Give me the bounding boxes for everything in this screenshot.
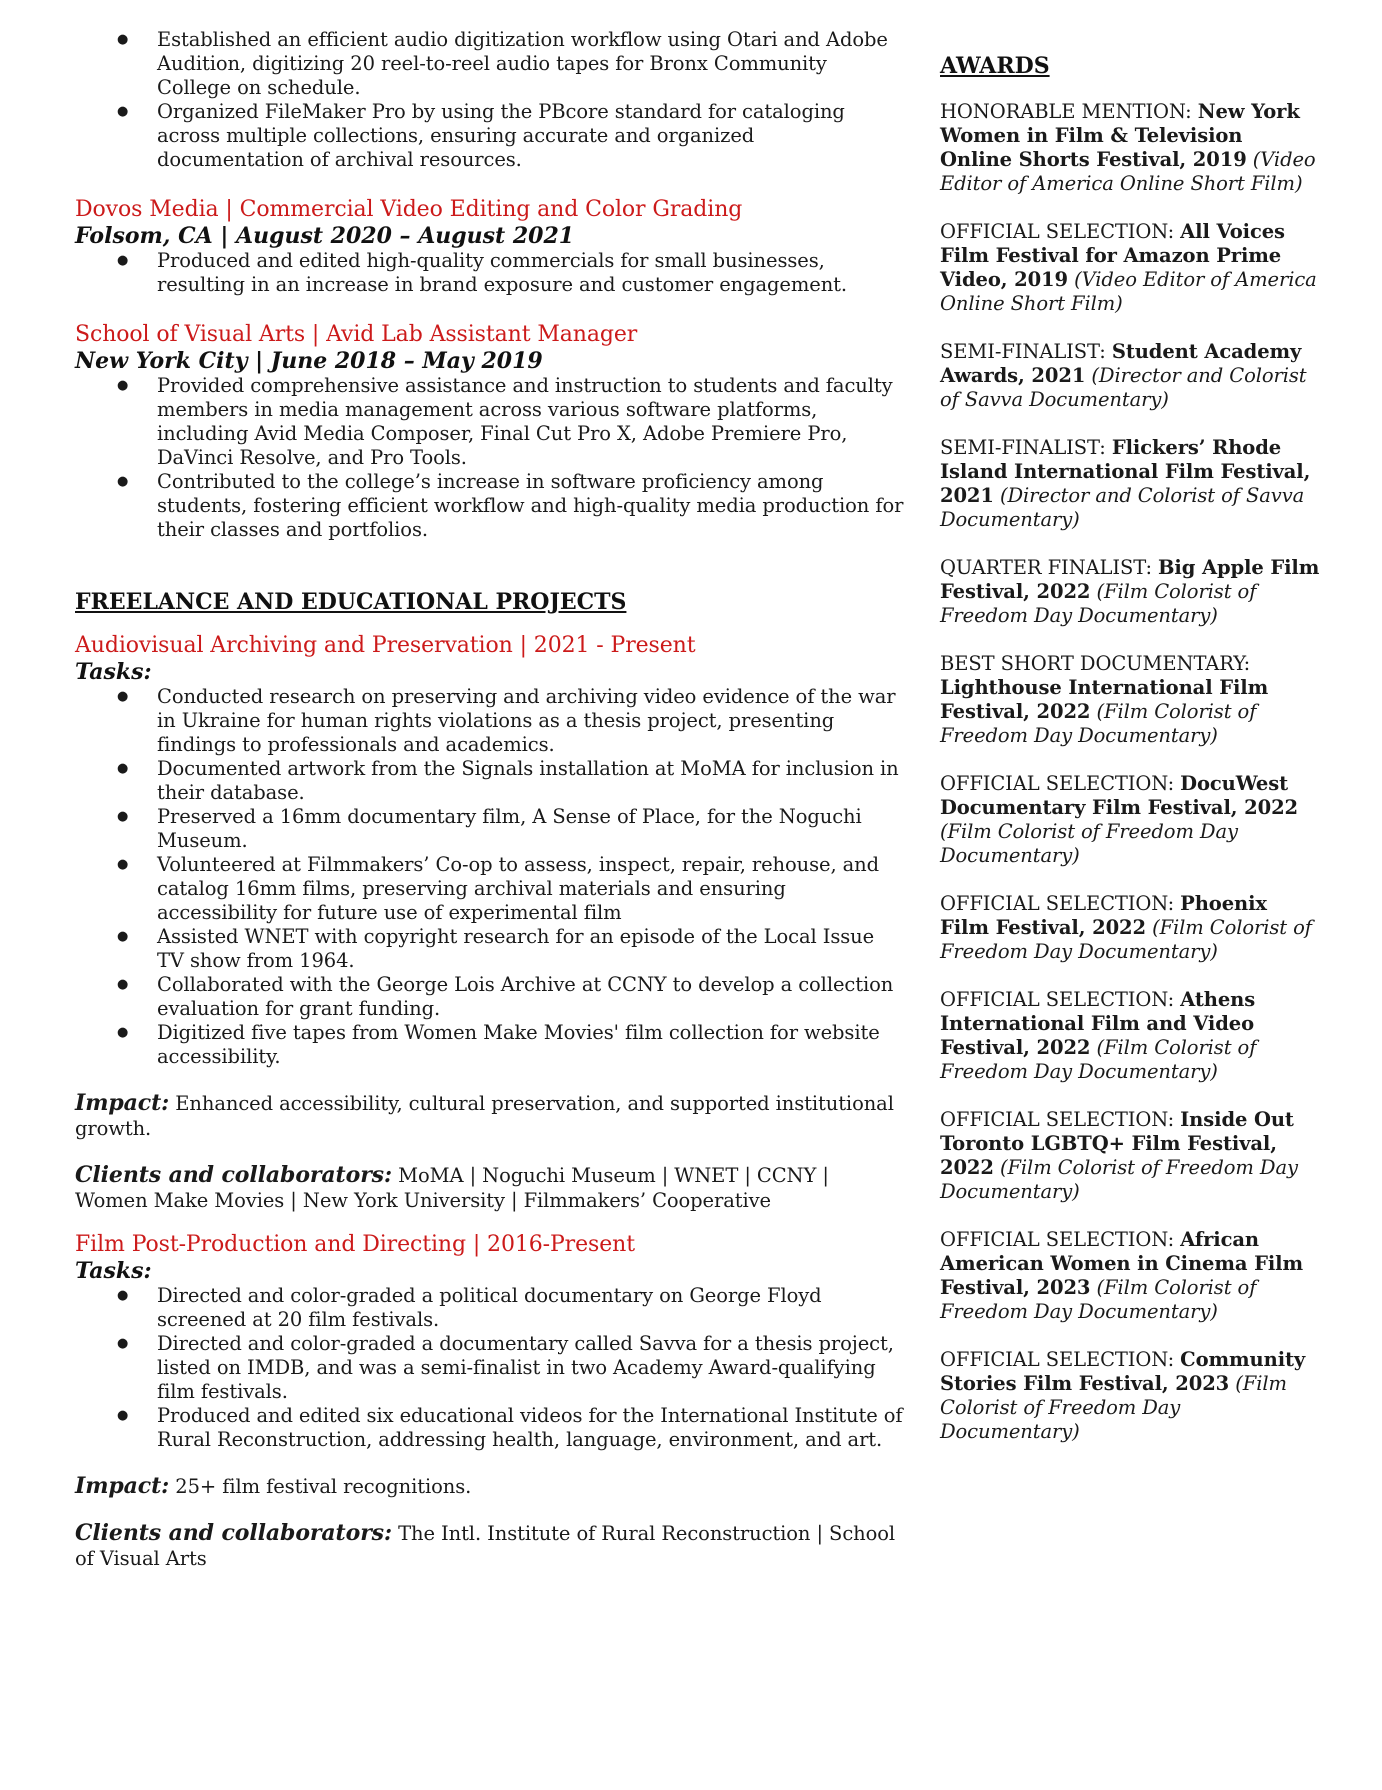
award-item (940, 340, 1320, 412)
award-item (940, 652, 1320, 748)
list-item: ● Assisted WNET with copyright research for an episode of the Local Issue TV show from 1964. (75, 925, 905, 973)
job-title: Dovos Media | Commercial Video Editing and Color Grading (75, 197, 743, 222)
award-item (940, 988, 1320, 1084)
award-category: OFFICIAL SELECTION: (940, 772, 1175, 795)
award-festival: DocuWest Documentary Film Festival, 2022 (940, 772, 1299, 819)
list-item: ● Organized FileMaker Pro by using the PBcore standard for cataloging across multiple collections, ensuring accurate and organized documentation of archival resources. (75, 100, 905, 172)
list-item: ● Directed and color-graded a documentary called Savva for a thesis project, listed on IMDB, and was a semi-finalist in two Academy Award-qualifying film festivals. (75, 1332, 905, 1404)
award-role: (Film Colorist of Freedom Day Documentary) (940, 916, 1312, 963)
award-category: BEST SHORT DOCUMENTARY: (940, 652, 1251, 675)
list-item: ● Directed and color-graded a political documentary on George Floyd screened at 20 film festivals. (75, 1284, 905, 1332)
award-festival: Community Stories Film Festival, 2023 (940, 1348, 1306, 1395)
award-festival: Phoenix Film Festival, 2022 (940, 892, 1267, 939)
award-category: OFFICIAL SELECTION: (940, 1348, 1175, 1371)
award-festival: African American Women in Cinema Film Festival, 2023 (940, 1228, 1303, 1299)
job-bullet-list (75, 249, 905, 297)
job-location-dates: Folsom, CA | August 2020 – August 2021 (75, 223, 575, 249)
award-festival: Student Academy Awards, 2021 (940, 340, 1302, 387)
award-festival: Big Apple Film Festival, 2022 (940, 556, 1320, 603)
award-role: (Director and Colorist of Savva Documentary) (940, 364, 1307, 411)
impact-label: Impact: (75, 1473, 170, 1499)
award-item (940, 772, 1320, 868)
project-bullet-list (75, 1284, 905, 1452)
award-role: (Video Editor of America Online Short Film) (940, 268, 1317, 315)
award-role: (Video Editor of America Online Short Film) (940, 148, 1316, 195)
award-role: (Film Colorist of Freedom Day Documentary) (940, 1372, 1287, 1443)
list-item: ● Digitized five tapes from Women Make Movies' film collection for website accessibility. (75, 1021, 905, 1069)
award-category: OFFICIAL SELECTION: (940, 892, 1175, 915)
clients-paragraph (75, 1163, 905, 1213)
award-festival: New York Women in Film & Television Online Shorts Festival, 2019 (940, 100, 1300, 171)
project-audiovisual-archiving (75, 632, 905, 1213)
award-category: QUARTER FINALIST: (940, 556, 1152, 579)
impact-label: Impact: (75, 1090, 170, 1116)
project-title: Film Post-Production and Directing | 2016-Present (75, 1232, 635, 1257)
project-title: Audiovisual Archiving and Preservation | 2021 - Present (75, 633, 696, 658)
list-item: ● Provided comprehensive assistance and instruction to students and faculty members in media management across various software platforms, including Avid Media Composer, Final Cut Pro X, Adobe Premiere Pro, DaVinci Resolve, and Pro Tools. (75, 374, 905, 470)
list-item: ● Produced and edited high-quality commercials for small businesses, resulting in an increase in brand exposure and customer engagement. (75, 249, 905, 297)
intro-bullet-list (75, 28, 905, 172)
tasks-label: Tasks: (75, 659, 152, 685)
award-category: SEMI-FINALIST: (940, 340, 1106, 363)
job-bullet-list (75, 374, 905, 542)
list-item: ● Collaborated with the George Lois Archive at CCNY to develop a collection evaluation for grant funding. (75, 973, 905, 1021)
project-bullet-list (75, 685, 905, 1069)
clients-paragraph (75, 1521, 905, 1571)
list-item: ● Contributed to the college’s increase in software proficiency among students, fostering efficient workflow and high-quality media production for their classes and portfolios. (75, 470, 905, 542)
impact-text: 25+ film festival recognitions. (175, 1475, 472, 1498)
left-column (75, 28, 905, 1571)
award-festival: Athens International Film and Video Festival, 2022 (940, 988, 1256, 1059)
list-item: ● Produced and edited six educational videos for the International Institute of Rural Reconstruction, addressing health, language, environment, and art. (75, 1404, 905, 1452)
award-item (940, 436, 1320, 532)
job-dovos-media (75, 196, 905, 297)
award-category: OFFICIAL SELECTION: (940, 988, 1175, 1011)
list-item: ● Documented artwork from the Signals installation at MoMA for inclusion in their database. (75, 757, 905, 805)
award-festival: Flickers’ Rhode Island International Film Festival, 2021 (940, 436, 1311, 507)
job-school-of-visual-arts (75, 321, 905, 542)
award-category: OFFICIAL SELECTION: (940, 1108, 1175, 1131)
award-category: HONORABLE MENTION: (940, 100, 1192, 123)
award-role: (Film Colorist of Freedom Day Documentary) (940, 1036, 1257, 1083)
clients-text: The Intl. Institute of Rural Reconstruction | School of Visual Arts (75, 1522, 896, 1570)
impact-text: Enhanced accessibility, cultural preservation, and supported institutional growth. (75, 1092, 894, 1140)
list-item: ● Established an efficient audio digitization workflow using Otari and Adobe Audition, digitizing 20 reel-to-reel audio tapes for Bronx Community College on schedule. (75, 28, 905, 100)
job-location-dates: New York City | June 2018 – May 2019 (75, 348, 543, 374)
award-item (940, 1348, 1320, 1444)
award-role: (Film Colorist of Freedom Day Documentary) (940, 1276, 1257, 1323)
clients-label: Clients and collaborators: (75, 1162, 392, 1188)
award-role: (Film Colorist of Freedom Day Documentary) (940, 820, 1238, 867)
impact-paragraph (75, 1091, 905, 1141)
job-title: School of Visual Arts | Avid Lab Assistant Manager (75, 322, 638, 347)
award-role: (Film Colorist of Freedom Day Documentary) (940, 1156, 1298, 1203)
award-category: SEMI-FINALIST: (940, 436, 1106, 459)
awards-column (940, 52, 1320, 1468)
list-item: ● Conducted research on preserving and archiving video evidence of the war in Ukraine for human rights violations as a thesis project, presenting findings to professionals and academics. (75, 685, 905, 757)
clients-text: MoMA | Noguchi Museum | WNET | CCNY | Women Make Movies | New York University | Filmmakers’ Cooperative (75, 1164, 829, 1212)
clients-label: Clients and collaborators: (75, 1520, 392, 1546)
award-category: OFFICIAL SELECTION: (940, 220, 1175, 243)
award-role: (Director and Colorist of Savva Documentary) (940, 484, 1305, 531)
award-role: (Film Colorist of Freedom Day Documentary) (940, 700, 1257, 747)
list-item: ● Volunteered at Filmmakers’ Co-op to assess, inspect, repair, rehouse, and catalog 16mm films, preserving archival materials and ensuring accessibility for future use of experimental film (75, 853, 905, 925)
award-item (940, 1108, 1320, 1204)
tasks-label: Tasks: (75, 1258, 152, 1284)
list-item: ● Preserved a 16mm documentary film, A Sense of Place, for the Noguchi Museum. (75, 805, 905, 853)
project-film-post-production (75, 1231, 905, 1571)
award-item (940, 100, 1320, 196)
award-festival: All Voices Film Festival for Amazon Prime Video, 2019 (940, 220, 1285, 291)
award-category: OFFICIAL SELECTION: (940, 1228, 1175, 1251)
award-festival: Inside Out Toronto LGBTQ+ Film Festival, 2022 (940, 1108, 1294, 1179)
award-item (940, 220, 1320, 316)
award-item (940, 892, 1320, 964)
award-item (940, 556, 1320, 628)
freelance-section-heading: FREELANCE AND EDUCATIONAL PROJECTS (75, 589, 627, 615)
impact-paragraph (75, 1474, 905, 1499)
award-role: (Film Colorist of Freedom Day Documentary) (940, 580, 1257, 627)
award-festival: Lighthouse International Film Festival, 2022 (940, 676, 1269, 723)
awards-heading: AWARDS (940, 53, 1050, 79)
award-item (940, 1228, 1320, 1324)
